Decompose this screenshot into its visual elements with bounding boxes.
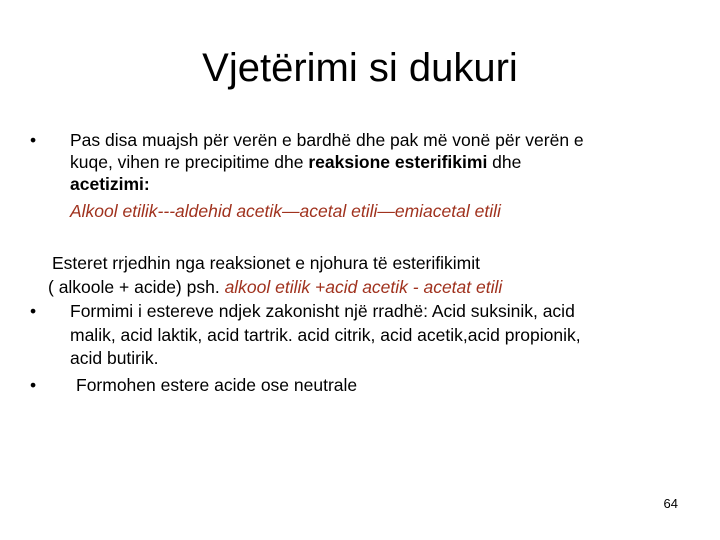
bullet-2-line-1: Formimi i estereve ndjek zakonisht një rradhë: Acid suksinik, acid xyxy=(70,301,575,321)
bullet-2-line-2: malik, acid laktik, acid tartrik. acid citrik, acid acetik,acid propionik, xyxy=(70,325,581,345)
paragraph-line-2 xyxy=(48,277,502,297)
bullet-1-line-1: Pas disa muajsh për verën e bardhë dhe pak më vonë për verën e xyxy=(70,130,584,150)
bullet-1-bold-term: reaksione esterifikimi xyxy=(308,152,488,172)
bullet-3-line-1: Formohen estere acide ose neutrale xyxy=(76,375,358,395)
bullet-marker: • xyxy=(30,130,37,150)
page-number: 64 xyxy=(663,496,678,511)
bullet-1-line-3: acetizimi: xyxy=(70,174,150,194)
bullet-2-line-3: acid butirik. xyxy=(70,348,159,368)
bullet-1-line-2-tail: dhe xyxy=(487,152,522,172)
bullet-marker: • xyxy=(30,301,37,321)
bullet-1-line-2-text: kuqe, vihen re precipitime dhe xyxy=(70,152,309,172)
paragraph-line-1: Esteret rrjedhin nga reaksionet e njohura të esterifikimit xyxy=(52,253,480,273)
paragraph-line-2-text: ( alkoole + acide) psh. xyxy=(48,277,225,297)
bullet-1-reaction-chain: Alkool etilik---aldehid acetik—acetal etili—emiacetal etili xyxy=(70,201,501,221)
bullet-marker: • xyxy=(30,375,37,395)
bullet-1-line-2 xyxy=(70,152,521,172)
paragraph-example-reaction: alkool etilik +acid acetik - acetat etili xyxy=(224,277,503,297)
slide-title: Vjetërimi si dukuri xyxy=(202,46,518,90)
